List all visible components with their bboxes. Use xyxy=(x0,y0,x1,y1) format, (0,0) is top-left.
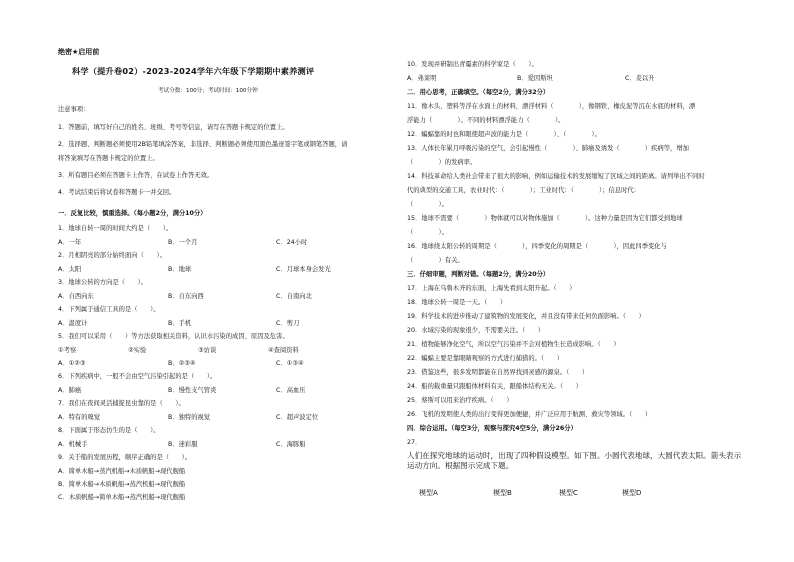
question-2: 2．月相阴亮的部分始终面向（ ）。 xyxy=(58,252,166,259)
section-1-heading: 一．反复比较，慎重选择。（每小题2分，满分10分） xyxy=(58,210,207,217)
q5-item-1: ①考察 xyxy=(58,347,77,354)
q5-item-2: ②实验 xyxy=(128,347,147,354)
q5-item-3: ③访谈 xyxy=(198,347,217,354)
q8-option-b: B．迷彩服 xyxy=(168,441,198,448)
question-24: 24．船的载重量只跟船体材料有关，跟船体结构无关。（ ） xyxy=(407,383,582,390)
model-a-label: 模型A xyxy=(419,489,438,497)
question-27-text: 人们在探究地球的运动时，出现了四种假设模型。如下图。小圆代表地球，大圆代表太阳。箭头表示运动方向。根据图示完成下题。 xyxy=(407,451,742,470)
q2-option-b: B．地球 xyxy=(168,266,192,273)
question-13b: （ ）的发病率。 xyxy=(407,159,477,166)
q7-option-b: B．独特的视觉 xyxy=(168,414,211,421)
model-b-label: 模型B xyxy=(493,489,512,497)
question-14b: 代的典型的交通工具，农业时代：（ ）；工业时代：（ ）；信息时代： xyxy=(407,187,640,194)
q8-option-a: A．机械手 xyxy=(58,441,88,448)
q1-option-b: B．一个月 xyxy=(168,239,198,246)
q4-option-c: C．剪刀 xyxy=(276,320,300,327)
q9-option-b: B．简单木船→木质帆船→蒸汽机船→现代舰船 xyxy=(58,481,186,488)
question-11a: 11．像木头、塑料等浮在水面上的材料，漂浮材料（ ），像钢铁、橡皮泥等沉在水底的材料，漂 xyxy=(407,103,696,110)
section-2-heading: 二．用心思考，正确填空。（每空2分，满分32分） xyxy=(407,89,550,96)
exam-title: 科学（提升卷02）-2023-2024学年六年级下学期期中素养测评 xyxy=(72,66,315,76)
q9-option-c: C．木质帆船→简单木船→蒸汽机船→现代舰船 xyxy=(58,494,186,501)
question-1: 1．地球自转一周的时间大约是（ ）。 xyxy=(58,225,173,232)
q5-option-a: A．①②③ xyxy=(58,360,86,367)
question-8: 8．下面属于形态仿生的是（ ）。 xyxy=(58,427,160,434)
model-d-label: 模型D xyxy=(622,489,642,497)
notice-heading: 注意事项： xyxy=(58,106,90,113)
question-26: 26．飞机的发明使人类的出行变得更加便捷，并广泛应用于航测、救灾等领域。（ ） xyxy=(407,411,652,418)
q4-option-b: B．手机 xyxy=(168,320,192,327)
exam-subtitle: 考试分数：100分；考试时间：100分钟 xyxy=(158,88,258,94)
q6-option-b: B．慢性支气管炎 xyxy=(168,387,217,394)
q10-option-c: C．麦以升 xyxy=(625,75,655,82)
question-9: 9．关于船的发展历程，顺序正确的是（ ）。 xyxy=(58,454,192,461)
q7-option-a: A．特有的嗅觉 xyxy=(58,414,101,421)
question-20: 20．水域污染的现象很少，不需要关注。（ ） xyxy=(407,327,545,334)
q8-option-c: C．海豚船 xyxy=(276,441,306,448)
notice-4: 4．考试结束后将试卷和答题卡一并交回。 xyxy=(58,189,176,196)
question-14c: （ ）。 xyxy=(407,201,448,208)
question-12: 12．蝙蝠靠的时也和眼使超声波的能力是（ ）、（ ）。 xyxy=(407,131,601,138)
question-15a: 15．地球不需要（ ）物体就可以对物体施加（ ）。这种力量是因为它们都受到地球 xyxy=(407,215,683,222)
question-13a: 13．人体长年累月呼吸污染的空气，会引起慢性（ ）、肺癌及诱发（ ）疾病等，增加 xyxy=(407,145,689,152)
q5-option-b: B．②③④ xyxy=(168,360,196,367)
question-14a: 14．科技革命给人类社会带来了很大的影响，例如运输技术的发展缩短了区域之间的距离。请列举出不同时 xyxy=(407,173,705,180)
question-15b: （ ）。 xyxy=(407,229,448,236)
question-5: 5．我们可以采用（ ）等方法获取相关资料，认识水污染的成因、原因及危害。 xyxy=(58,333,289,340)
question-23: 23．借鉴这些，很多发明都能在自然界找到灵感的源泉。（ ） xyxy=(407,369,589,376)
question-21: 21．植物能够净化空气，所以空气污染并不会对植物生长造成影响。（ ） xyxy=(407,341,620,348)
q6-option-a: A．肺癌 xyxy=(58,387,82,394)
notice-2a: 2．选择题、判断题必须使用2B铅笔填涂答案，非选择、判断题必须使用黑色墨迹签字笔或钢笔答题，请 xyxy=(58,141,348,148)
q3-option-b: B．自东向西 xyxy=(168,293,204,300)
section-3-heading: 三．仔细审题，判断对错。（每题2分，满分20分） xyxy=(407,271,550,278)
question-19: 19．科学技术的进步推动了建筑物的发展变化，并且没有带来任何负面影响。（ ） xyxy=(407,313,645,320)
section-4-heading: 四．综合运用。（每空3分，观察与探究4空5分，满分26分） xyxy=(407,425,577,432)
question-18: 18．地球公转一周是一天。（ ） xyxy=(407,299,507,306)
question-27-number: 27． xyxy=(407,439,422,446)
q1-option-a: A．一年 xyxy=(58,239,82,246)
question-4: 4．下列属于通信工具的是（ ）。 xyxy=(58,306,160,313)
question-10: 10．发现并研制出青霉素的科学家是（ ）。 xyxy=(407,61,538,68)
question-3: 3．地球公转的方向是（ ）。 xyxy=(58,279,148,286)
question-16a: 16．地球绕太阳公转的周期是（ ），四季变化的周期是（ ），因此四季变化与 xyxy=(407,243,667,250)
question-11b: 浮能力（ ）。不同的材料漂浮能力（ ）。 xyxy=(407,117,565,124)
q10-option-a: A．弗莱明 xyxy=(407,75,437,82)
q5-option-c: C．①③④ xyxy=(276,360,304,367)
q5-item-4: ④查阅资料 xyxy=(268,347,299,354)
question-25: 25．蔡斯可以用来治疗疾病。（ ） xyxy=(407,397,513,404)
q9-option-a: A．简单木船→蒸汽机船→木质帆船→现代舰船 xyxy=(58,468,186,475)
q4-option-a: A．温度计 xyxy=(58,320,88,327)
q7-option-c: C．超声波定位 xyxy=(276,414,319,421)
question-7: 7．我们在夜间灵活捕捉昆虫靠的是（ ）。 xyxy=(58,400,185,407)
q10-option-b: B．爱因斯坦 xyxy=(517,75,553,82)
q6-option-c: C．高血压 xyxy=(276,387,306,394)
q2-option-a: A．太阳 xyxy=(58,266,82,273)
notice-1: 1．答题前，填写好自己的姓名、班级、考号等信息，请写在答题卡规定的位置上。 xyxy=(58,124,289,131)
q1-option-c: C．24小时 xyxy=(276,239,308,246)
secret-label: 绝密★启用前 xyxy=(58,48,100,56)
q3-option-a: A．自西向东 xyxy=(58,293,94,300)
question-6: 6．下列疾病中，一般不会由空气污染引起的是（ ）。 xyxy=(58,373,217,380)
notice-2b: 将答案填写在答题卡规定的位置上。 xyxy=(58,155,159,162)
q2-option-c: C．月球本身会发光 xyxy=(276,266,331,273)
q3-option-c: C．自南向北 xyxy=(276,293,312,300)
question-16b: （ ）有关。 xyxy=(407,257,464,264)
notice-3: 3．所有题目必须在答题卡上作答，在试卷上作答无效。 xyxy=(58,172,214,179)
question-17: 17．上海在乌鲁木齐的东面，上海先看到太阳升起。（ ） xyxy=(407,285,576,292)
model-c-label: 模型C xyxy=(559,489,578,497)
question-22: 22．蝙蝠主要是靠眼睛观察的方式进行捕猎的。（ ） xyxy=(407,355,563,362)
